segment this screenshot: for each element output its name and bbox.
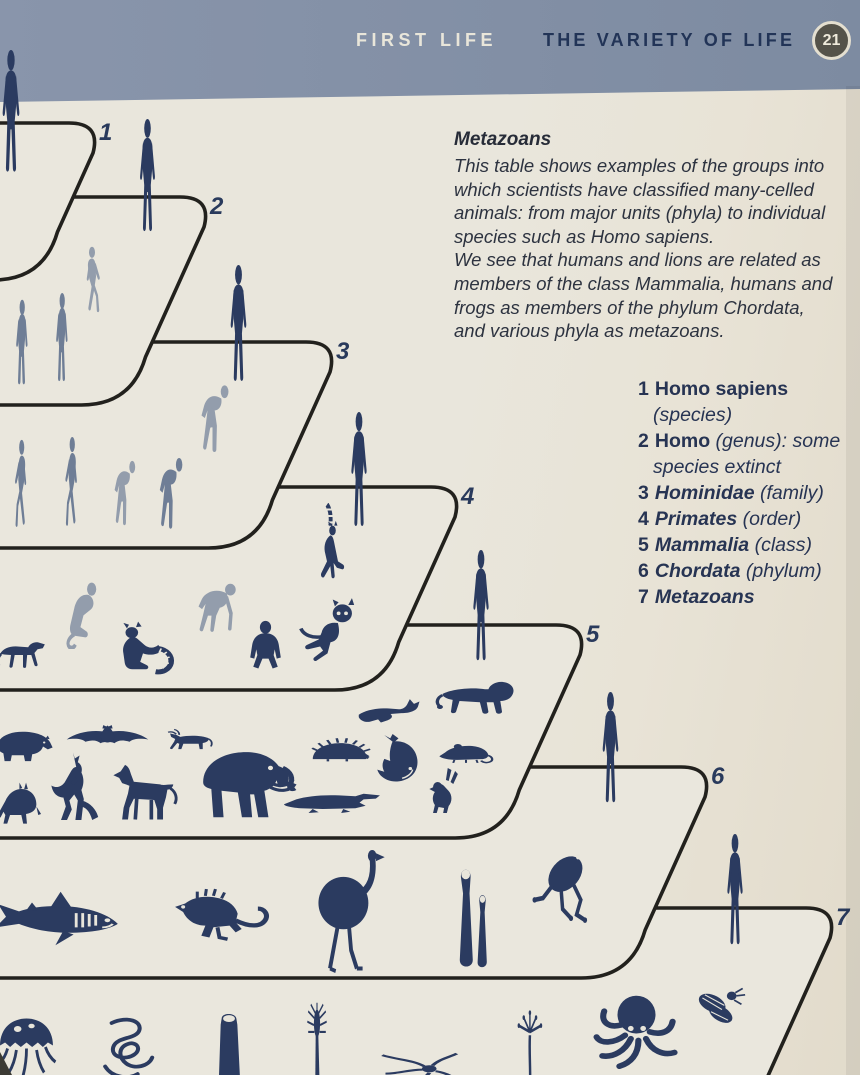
legend-item-6: 6 Chordata (phylum) [638, 560, 822, 582]
group-number-4: 4 [461, 483, 475, 510]
header-band [0, 0, 860, 102]
legend-item-4: 4 Primates (order) [638, 508, 802, 530]
note-block [454, 129, 840, 343]
group-number-7: 7 [836, 904, 850, 931]
header-section-title: FIRST LIFE [356, 30, 497, 50]
page-number: 21 [822, 31, 841, 49]
legend-item-3: 3 Hominidae (family) [638, 482, 824, 504]
page-number-badge [812, 21, 851, 60]
group-number-1: 1 [99, 119, 113, 146]
header-page-title: THE VARIETY OF LIFE [543, 30, 796, 50]
note-heading: Metazoans [454, 129, 552, 150]
legend-item-7: 7 Metazoans [638, 586, 755, 608]
group-number-5: 5 [586, 621, 600, 648]
note-paragraph-1: This table shows examples of the groups into which scientists have classified many-celled animals: from major units (phyla) to individual species such as Homo sapiens. [454, 155, 826, 247]
tube-sponge-icon [219, 1014, 241, 1075]
legend-item-2: 2 Homo (genus): some species extinct [638, 430, 841, 478]
group-number-6: 6 [711, 763, 725, 790]
legend-item-5: 5 Mammalia (class) [638, 534, 812, 556]
group-number-3: 3 [336, 338, 350, 365]
legend-item-1: 1 Homo sapiens (species) [638, 378, 789, 426]
note-paragraph-2: We see that humans and lions are related as members of the class Mammalia, humans and frogs as members of the phylum Chordata, and various phyla as metazoans. [454, 249, 833, 342]
legend [638, 376, 860, 610]
group-number-2: 2 [210, 193, 224, 220]
